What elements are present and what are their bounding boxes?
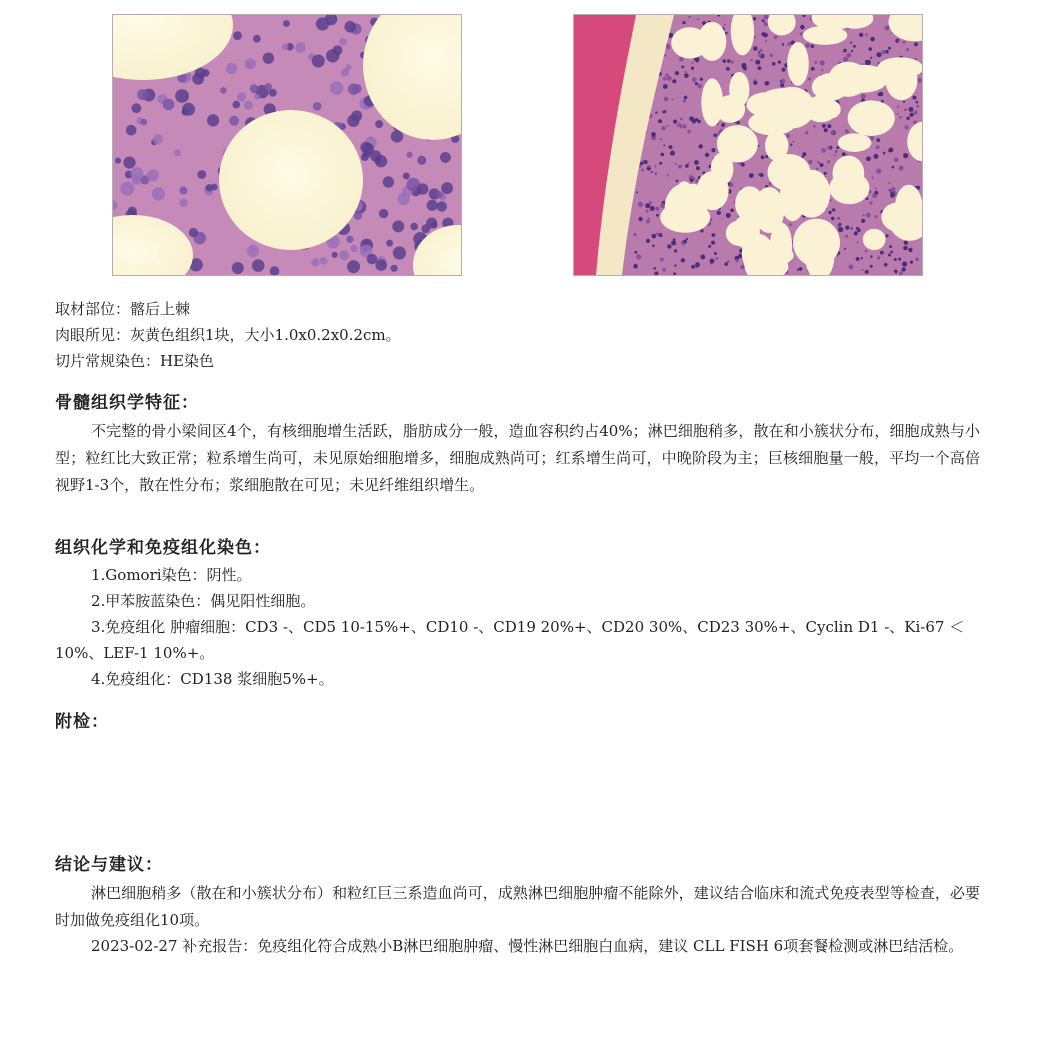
ihc-title: 组织化学和免疫组化染色： <box>55 538 271 558</box>
histology-title: 骨髓组织学特征： <box>55 393 199 413</box>
conclusion-title: 结论与建议： <box>55 855 163 875</box>
specimen-stain: 切片常规染色：HE染色 <box>55 352 215 370</box>
specimen-info <box>55 296 401 374</box>
supplement-text: 2023-02-27 补充报告：免疫组化符合成熟小B淋巴细胞肿瘤、慢性淋巴细胞白血病，建议 CLL FISH 6项套餐检测或淋巴结活检。 <box>91 937 964 955</box>
ihc-item: 2.甲苯胺蓝染色：偶见阳性细胞。 <box>91 592 316 610</box>
micrograph-low-power <box>573 14 923 276</box>
ihc-item: 3.免疫组化 肿瘤细胞：CD3 -、CD5 10-15%+、CD10 -、CD19 20%+、CD20 30%、CD23 30%+、Cyclin D1 -、Ki-67 ＜10%、LEF-1 10%+。 <box>55 618 965 662</box>
micrograph-high-power <box>112 14 462 276</box>
ihc-list <box>55 562 980 692</box>
appendix-title: 附检： <box>55 712 109 732</box>
conclusion-text: 淋巴细胞稍多（散在和小簇状分布）和粒红巨三系造血尚可，成熟淋巴细胞肿瘤不能除外，建议结合临床和流式免疫表型等检查，必要时加做免疫组化10项。 <box>55 884 980 929</box>
ihc-item: 1.Gomori染色：阴性。 <box>91 566 252 584</box>
histology-text: 不完整的骨小梁间区4个，有核细胞增生活跃，脂肪成分一般，造血容积约占40%；淋巴细胞稍多，散在和小簇状分布，细胞成熟与小型；粒红比大致正常；粒系增生尚可，未见原始细胞增多，细胞成熟尚可；红系增生尚可，中晚阶段为主；巨核细胞量一般，平均一个高倍视野1-3个，散在性分布；浆细胞散在可见；未见纤维组织增生。 <box>55 422 980 494</box>
ihc-item: 4.免疫组化：CD138 浆细胞5%+。 <box>91 670 334 688</box>
specimen-site: 取材部位：髂后上棘 <box>55 300 191 318</box>
specimen-gross: 肉眼所见：灰黄色组织1块，大小1.0x0.2x0.2cm。 <box>55 326 401 344</box>
